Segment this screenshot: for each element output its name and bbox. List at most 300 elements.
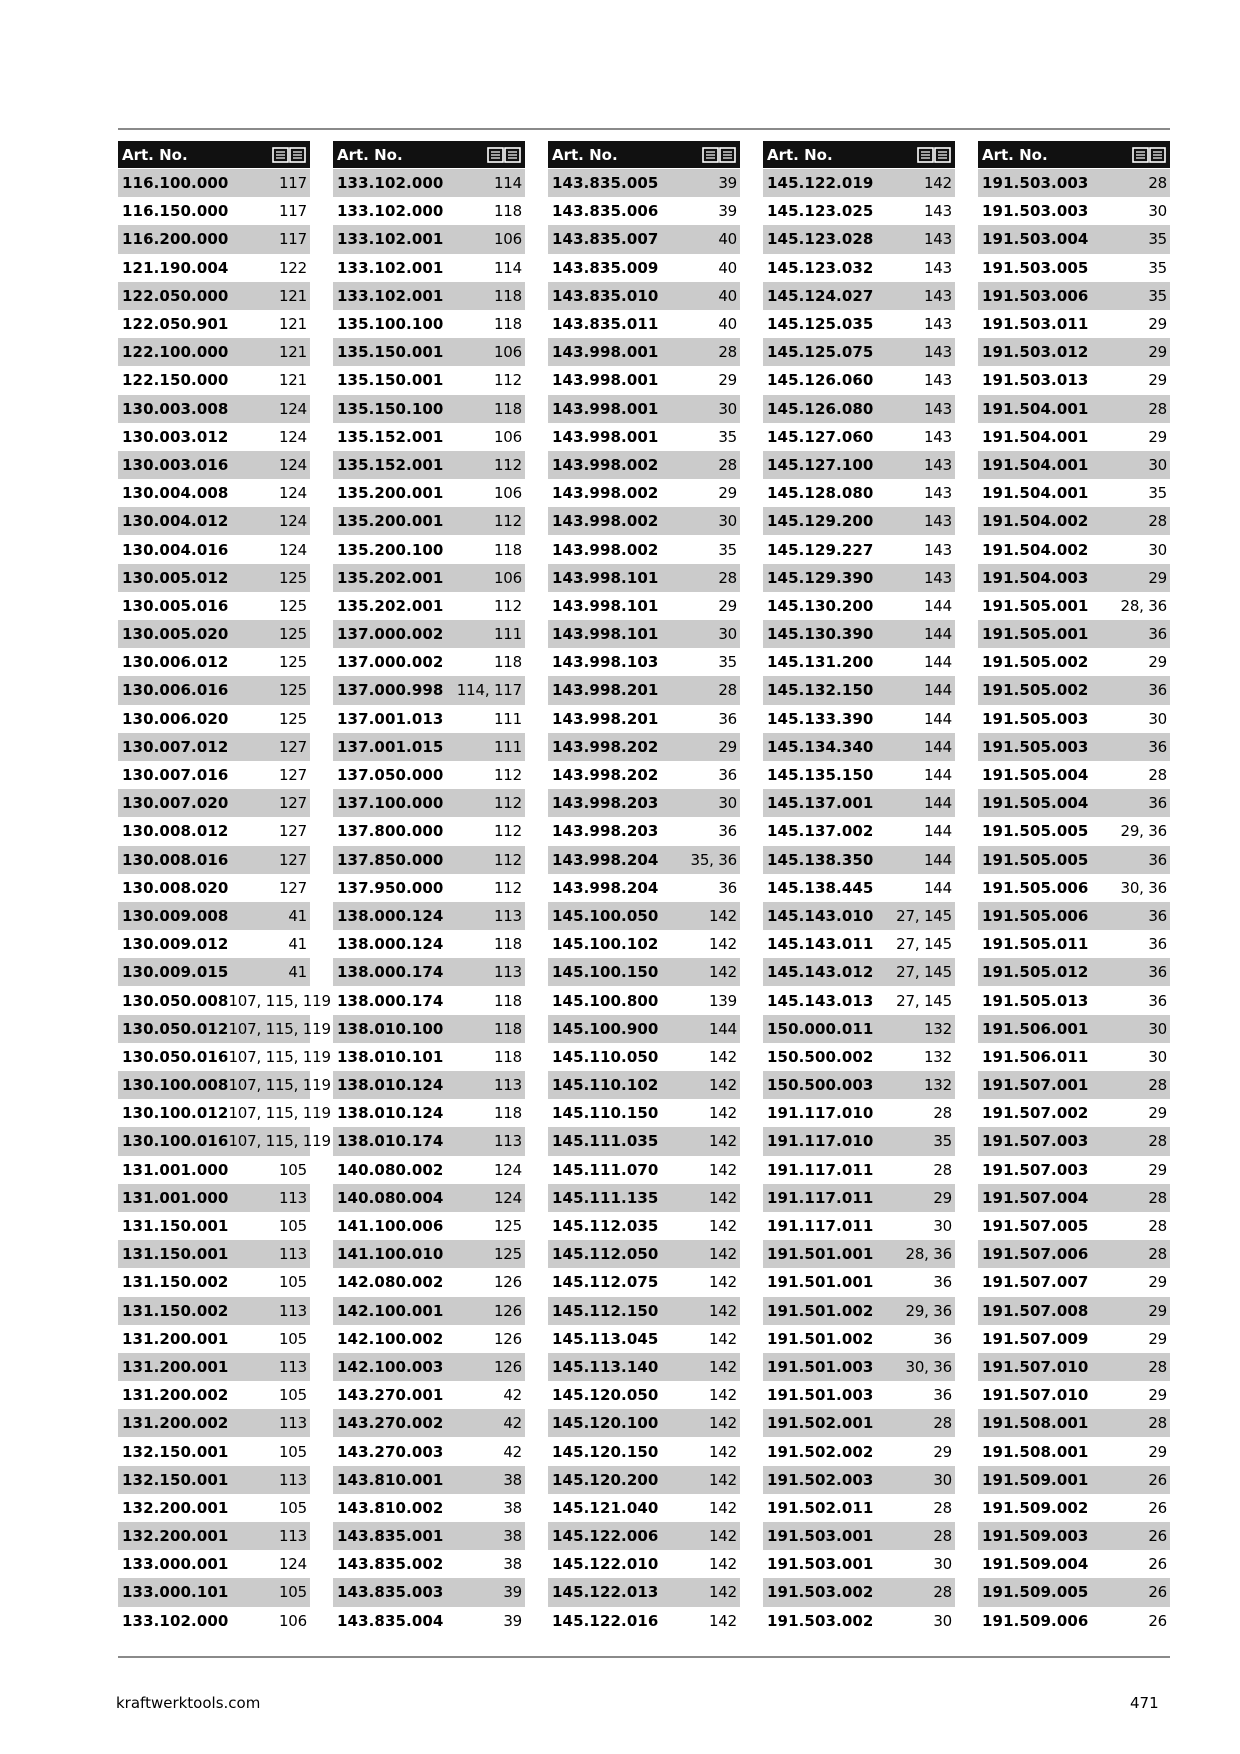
table-row bbox=[763, 1043, 955, 1071]
page-reference: 142 bbox=[708, 1527, 737, 1546]
page-reference: 114 bbox=[493, 258, 522, 277]
table-row bbox=[118, 225, 310, 253]
bottom-rule bbox=[118, 1656, 1170, 1658]
table-row bbox=[978, 1297, 1170, 1325]
article-number: 143.810.002 bbox=[337, 1498, 444, 1517]
article-number: 145.112.150 bbox=[552, 1301, 659, 1320]
table-row bbox=[333, 197, 525, 225]
article-number: 130.003.016 bbox=[122, 455, 229, 474]
article-number: 191.505.006 bbox=[982, 878, 1089, 897]
page-reference: 142 bbox=[708, 1047, 737, 1066]
table-row bbox=[118, 789, 310, 817]
page-reference: 106 bbox=[493, 568, 522, 587]
article-number: 143.998.203 bbox=[552, 822, 659, 841]
table-row bbox=[548, 225, 740, 253]
article-number: 191.503.002 bbox=[767, 1611, 874, 1630]
page-reference: 28 bbox=[1148, 1245, 1167, 1264]
article-number: 150.500.003 bbox=[767, 1076, 874, 1095]
page-reference: 143 bbox=[923, 484, 952, 503]
page-reference: 144 bbox=[923, 596, 952, 615]
table-row bbox=[978, 1466, 1170, 1494]
article-number: 145.122.010 bbox=[552, 1555, 659, 1574]
table-row bbox=[333, 902, 525, 930]
table-row bbox=[548, 1381, 740, 1409]
table-row bbox=[763, 1494, 955, 1522]
page-reference: 26 bbox=[1148, 1498, 1167, 1517]
index-column-2 bbox=[333, 141, 525, 1635]
page-reference: 39 bbox=[718, 202, 737, 221]
article-number: 143.835.009 bbox=[552, 258, 659, 277]
table-row bbox=[118, 1268, 310, 1296]
article-number: 130.007.012 bbox=[122, 737, 229, 756]
table-row bbox=[333, 1268, 525, 1296]
article-number: 191.501.002 bbox=[767, 1329, 874, 1348]
table-row bbox=[548, 1325, 740, 1353]
column-header-label: Art. No. bbox=[767, 145, 833, 164]
article-number: 137.000.002 bbox=[337, 625, 444, 644]
article-number: 130.100.016 bbox=[122, 1132, 229, 1151]
article-number: 130.007.016 bbox=[122, 766, 229, 785]
table-row bbox=[118, 1297, 310, 1325]
table-row bbox=[333, 1212, 525, 1240]
article-number: 191.506.001 bbox=[982, 1019, 1089, 1038]
article-number: 130.008.012 bbox=[122, 822, 229, 841]
table-row bbox=[118, 1099, 331, 1127]
page-reference: 143 bbox=[923, 540, 952, 559]
table-row bbox=[763, 986, 955, 1014]
table-row bbox=[763, 930, 955, 958]
page-reference: 132 bbox=[923, 1076, 952, 1095]
article-number: 191.507.003 bbox=[982, 1132, 1089, 1151]
page-reference: 29 bbox=[933, 1188, 952, 1207]
table-row bbox=[978, 1522, 1170, 1550]
table-row bbox=[333, 451, 525, 479]
article-number: 143.835.004 bbox=[337, 1611, 444, 1630]
page-reference: 142 bbox=[708, 1583, 737, 1602]
table-row bbox=[333, 282, 525, 310]
article-number: 145.113.140 bbox=[552, 1357, 659, 1376]
table-row bbox=[548, 254, 740, 282]
table-row bbox=[118, 1409, 310, 1437]
page-reference: 28 bbox=[1148, 1076, 1167, 1095]
page-reference: 124 bbox=[493, 1160, 522, 1179]
table-row bbox=[548, 1212, 740, 1240]
article-number: 145.126.060 bbox=[767, 371, 874, 390]
table-row bbox=[118, 310, 310, 338]
table-row bbox=[978, 1156, 1170, 1184]
table-row bbox=[548, 1409, 740, 1437]
page-reference: 142 bbox=[708, 1414, 737, 1433]
table-row bbox=[333, 1127, 525, 1155]
article-number: 130.008.020 bbox=[122, 878, 229, 897]
table-row bbox=[118, 1466, 310, 1494]
table-row bbox=[978, 846, 1170, 874]
table-row bbox=[978, 423, 1170, 451]
table-row bbox=[763, 1184, 955, 1212]
article-number: 133.102.001 bbox=[337, 286, 444, 305]
column-header bbox=[333, 141, 525, 168]
book-icon bbox=[1132, 147, 1166, 163]
table-row bbox=[763, 338, 955, 366]
page-reference: 27, 145 bbox=[896, 935, 952, 954]
article-number: 143.835.005 bbox=[552, 174, 659, 193]
page-reference: 38 bbox=[503, 1470, 522, 1489]
article-number: 143.270.002 bbox=[337, 1414, 444, 1433]
article-number: 116.200.000 bbox=[122, 230, 229, 249]
article-number: 145.127.060 bbox=[767, 427, 874, 446]
article-number: 145.137.001 bbox=[767, 794, 874, 813]
table-row bbox=[978, 1212, 1170, 1240]
article-number: 191.501.002 bbox=[767, 1301, 874, 1320]
article-number: 145.100.150 bbox=[552, 963, 659, 982]
article-number: 130.006.016 bbox=[122, 681, 229, 700]
article-number: 130.009.008 bbox=[122, 906, 229, 925]
table-row bbox=[118, 1353, 310, 1381]
page-reference: 29 bbox=[933, 1442, 952, 1461]
table-row bbox=[763, 648, 955, 676]
table-row bbox=[978, 197, 1170, 225]
article-number: 143.998.001 bbox=[552, 343, 659, 362]
article-number: 135.202.001 bbox=[337, 568, 444, 587]
table-row bbox=[763, 705, 955, 733]
table-row bbox=[118, 1071, 331, 1099]
page-reference: 113 bbox=[278, 1245, 307, 1264]
table-row bbox=[118, 338, 310, 366]
page-reference: 118 bbox=[493, 286, 522, 305]
page-reference: 28 bbox=[933, 1414, 952, 1433]
page-reference: 29 bbox=[1148, 1329, 1167, 1348]
article-number: 135.150.001 bbox=[337, 371, 444, 390]
page-reference: 29, 36 bbox=[905, 1301, 952, 1320]
article-number: 135.150.100 bbox=[337, 399, 444, 418]
article-number: 191.507.002 bbox=[982, 1104, 1089, 1123]
table-row bbox=[333, 564, 525, 592]
table-row bbox=[978, 451, 1170, 479]
article-number: 191.509.006 bbox=[982, 1611, 1089, 1630]
table-row bbox=[548, 1578, 740, 1606]
page-reference: 28 bbox=[933, 1527, 952, 1546]
article-number: 135.200.001 bbox=[337, 484, 444, 503]
table-row bbox=[548, 648, 740, 676]
table-row bbox=[763, 1127, 955, 1155]
table-row bbox=[333, 958, 525, 986]
page-reference: 118 bbox=[493, 653, 522, 672]
article-number: 116.100.000 bbox=[122, 174, 229, 193]
table-row bbox=[548, 1494, 740, 1522]
table-row bbox=[548, 1015, 740, 1043]
page-reference: 36 bbox=[1148, 737, 1167, 756]
article-number: 191.505.004 bbox=[982, 766, 1089, 785]
article-number: 191.504.003 bbox=[982, 568, 1089, 587]
article-number: 133.102.000 bbox=[337, 202, 444, 221]
column-header-label: Art. No. bbox=[982, 145, 1048, 164]
article-number: 143.998.204 bbox=[552, 850, 659, 869]
table-row bbox=[763, 1381, 955, 1409]
article-number: 130.050.008 bbox=[122, 991, 229, 1010]
table-row bbox=[548, 395, 740, 423]
table-row bbox=[118, 1212, 310, 1240]
article-number: 142.080.002 bbox=[337, 1273, 444, 1292]
page-reference: 124 bbox=[278, 1555, 307, 1574]
table-row bbox=[333, 423, 525, 451]
article-number: 137.001.015 bbox=[337, 737, 444, 756]
page-reference: 113 bbox=[278, 1527, 307, 1546]
article-number: 138.000.174 bbox=[337, 991, 444, 1010]
table-row bbox=[548, 676, 740, 704]
table-row bbox=[978, 705, 1170, 733]
article-number: 145.123.032 bbox=[767, 258, 874, 277]
article-number: 191.505.003 bbox=[982, 737, 1089, 756]
article-number: 131.001.000 bbox=[122, 1160, 229, 1179]
page-reference: 28 bbox=[933, 1104, 952, 1123]
article-number: 132.150.001 bbox=[122, 1470, 229, 1489]
table-row bbox=[763, 1578, 955, 1606]
article-number: 143.998.101 bbox=[552, 568, 659, 587]
page-reference: 112 bbox=[493, 822, 522, 841]
page-reference: 106 bbox=[493, 484, 522, 503]
table-row bbox=[763, 1325, 955, 1353]
article-number: 132.150.001 bbox=[122, 1442, 229, 1461]
page-reference: 127 bbox=[278, 737, 307, 756]
article-number: 130.050.016 bbox=[122, 1047, 229, 1066]
page-reference: 142 bbox=[708, 1273, 737, 1292]
page-reference: 143 bbox=[923, 315, 952, 334]
article-number: 132.200.001 bbox=[122, 1498, 229, 1517]
page-reference: 144 bbox=[923, 850, 952, 869]
table-row bbox=[978, 874, 1170, 902]
article-number: 130.004.016 bbox=[122, 540, 229, 559]
article-number: 145.100.800 bbox=[552, 991, 659, 1010]
page-reference: 107, 115, 119 bbox=[228, 1076, 331, 1095]
article-number: 191.507.005 bbox=[982, 1217, 1089, 1236]
article-number: 145.124.027 bbox=[767, 286, 874, 305]
page-reference: 35 bbox=[1148, 258, 1167, 277]
table-row bbox=[118, 648, 310, 676]
page-reference: 30, 36 bbox=[905, 1357, 952, 1376]
article-number: 145.113.045 bbox=[552, 1329, 659, 1348]
page-reference: 28 bbox=[718, 681, 737, 700]
article-number: 131.150.002 bbox=[122, 1273, 229, 1292]
table-row bbox=[763, 197, 955, 225]
page-reference: 28 bbox=[1148, 512, 1167, 531]
page-reference: 142 bbox=[708, 1188, 737, 1207]
table-row bbox=[118, 1494, 310, 1522]
article-number: 137.000.002 bbox=[337, 653, 444, 672]
article-number: 145.138.350 bbox=[767, 850, 874, 869]
table-row bbox=[333, 761, 525, 789]
page-reference: 30 bbox=[1148, 1047, 1167, 1066]
article-number: 143.998.001 bbox=[552, 399, 659, 418]
page-reference: 143 bbox=[923, 371, 952, 390]
page-reference: 35 bbox=[718, 427, 737, 446]
table-row bbox=[333, 930, 525, 958]
table-row bbox=[763, 817, 955, 845]
page-reference: 29 bbox=[718, 484, 737, 503]
page-reference: 113 bbox=[493, 1132, 522, 1151]
page-reference: 111 bbox=[493, 625, 522, 644]
page-reference: 125 bbox=[278, 653, 307, 672]
page-reference: 124 bbox=[278, 484, 307, 503]
table-row bbox=[978, 1353, 1170, 1381]
page-reference: 29 bbox=[1148, 1160, 1167, 1179]
article-number: 191.507.003 bbox=[982, 1160, 1089, 1179]
page-reference: 127 bbox=[278, 794, 307, 813]
page-reference: 126 bbox=[493, 1273, 522, 1292]
table-row bbox=[118, 986, 331, 1014]
page-reference: 106 bbox=[493, 230, 522, 249]
table-row bbox=[333, 1325, 525, 1353]
article-number: 145.138.445 bbox=[767, 878, 874, 897]
page-reference: 38 bbox=[503, 1527, 522, 1546]
table-row bbox=[763, 169, 955, 197]
page-reference: 113 bbox=[493, 906, 522, 925]
page-reference: 29 bbox=[1148, 568, 1167, 587]
table-row bbox=[333, 1466, 525, 1494]
article-number: 143.998.002 bbox=[552, 540, 659, 559]
article-number: 143.998.002 bbox=[552, 512, 659, 531]
table-row bbox=[548, 1043, 740, 1071]
page-reference: 124 bbox=[278, 399, 307, 418]
table-row bbox=[118, 705, 310, 733]
table-row bbox=[978, 1240, 1170, 1268]
table-row bbox=[763, 479, 955, 507]
table-row bbox=[333, 479, 525, 507]
page-reference: 105 bbox=[278, 1498, 307, 1517]
table-row bbox=[333, 1494, 525, 1522]
table-row bbox=[333, 1099, 525, 1127]
article-number: 143.810.001 bbox=[337, 1470, 444, 1489]
page-reference: 112 bbox=[493, 878, 522, 897]
table-row bbox=[978, 761, 1170, 789]
table-row bbox=[118, 733, 310, 761]
page-reference: 127 bbox=[278, 766, 307, 785]
table-row bbox=[548, 338, 740, 366]
article-number: 143.998.103 bbox=[552, 653, 659, 672]
article-number: 145.112.050 bbox=[552, 1245, 659, 1264]
article-number: 191.503.003 bbox=[982, 202, 1089, 221]
page-reference: 29 bbox=[1148, 1442, 1167, 1461]
page-reference: 36 bbox=[1148, 991, 1167, 1010]
article-number: 145.135.150 bbox=[767, 766, 874, 785]
table-row bbox=[978, 395, 1170, 423]
article-number: 191.503.013 bbox=[982, 371, 1089, 390]
page-reference: 36 bbox=[933, 1386, 952, 1405]
article-number: 130.100.008 bbox=[122, 1076, 229, 1095]
article-number: 191.505.005 bbox=[982, 850, 1089, 869]
article-number: 142.100.002 bbox=[337, 1329, 444, 1348]
page-reference: 36 bbox=[1148, 850, 1167, 869]
article-number: 191.502.002 bbox=[767, 1442, 874, 1461]
page-reference: 28 bbox=[1148, 174, 1167, 193]
article-number: 143.835.007 bbox=[552, 230, 659, 249]
page-reference: 142 bbox=[708, 1104, 737, 1123]
article-number: 191.502.001 bbox=[767, 1414, 874, 1433]
table-row bbox=[333, 986, 525, 1014]
page-reference: 40 bbox=[718, 315, 737, 334]
table-row bbox=[978, 1184, 1170, 1212]
article-number: 143.270.001 bbox=[337, 1386, 444, 1405]
article-number: 191.117.010 bbox=[767, 1132, 874, 1151]
table-row bbox=[333, 395, 525, 423]
page-reference: 121 bbox=[278, 371, 307, 390]
page-reference: 35 bbox=[1148, 230, 1167, 249]
table-row bbox=[978, 930, 1170, 958]
article-number: 130.005.012 bbox=[122, 568, 229, 587]
page-reference: 113 bbox=[493, 1076, 522, 1095]
page-reference: 126 bbox=[493, 1357, 522, 1376]
article-number: 191.503.012 bbox=[982, 343, 1089, 362]
table-row bbox=[548, 958, 740, 986]
article-number: 143.835.001 bbox=[337, 1527, 444, 1546]
page-reference: 142 bbox=[708, 1470, 737, 1489]
page-reference: 107, 115, 119 bbox=[228, 1019, 331, 1038]
article-number: 130.003.008 bbox=[122, 399, 229, 418]
article-number: 138.010.174 bbox=[337, 1132, 444, 1151]
table-row bbox=[763, 423, 955, 451]
page-reference: 112 bbox=[493, 455, 522, 474]
table-row bbox=[548, 620, 740, 648]
article-number: 145.120.150 bbox=[552, 1442, 659, 1461]
footer-website: kraftwerktools.com bbox=[116, 1694, 261, 1712]
article-number: 138.010.124 bbox=[337, 1104, 444, 1123]
table-row bbox=[548, 902, 740, 930]
table-row bbox=[548, 733, 740, 761]
page-reference: 26 bbox=[1148, 1470, 1167, 1489]
article-number: 130.009.015 bbox=[122, 963, 229, 982]
table-row bbox=[763, 733, 955, 761]
page-reference: 142 bbox=[708, 1160, 737, 1179]
table-row bbox=[548, 1607, 740, 1635]
table-row bbox=[548, 564, 740, 592]
table-row bbox=[548, 1240, 740, 1268]
article-number: 138.010.124 bbox=[337, 1076, 444, 1095]
article-number: 145.123.028 bbox=[767, 230, 874, 249]
page-reference: 117 bbox=[278, 174, 307, 193]
table-row bbox=[333, 1409, 525, 1437]
page-reference: 112 bbox=[493, 596, 522, 615]
table-row bbox=[763, 1240, 955, 1268]
table-row bbox=[118, 1015, 331, 1043]
page-reference: 29 bbox=[718, 371, 737, 390]
page-reference: 144 bbox=[923, 878, 952, 897]
table-row bbox=[333, 676, 525, 704]
page-reference: 142 bbox=[708, 1386, 737, 1405]
column-header bbox=[763, 141, 955, 168]
article-number: 131.200.001 bbox=[122, 1329, 229, 1348]
article-number: 145.132.150 bbox=[767, 681, 874, 700]
page-reference: 30 bbox=[1148, 1019, 1167, 1038]
table-row bbox=[548, 986, 740, 1014]
page-reference: 39 bbox=[503, 1583, 522, 1602]
article-number: 145.122.016 bbox=[552, 1611, 659, 1630]
page-reference: 121 bbox=[278, 286, 307, 305]
page-reference: 121 bbox=[278, 343, 307, 362]
page-reference: 28 bbox=[1148, 1357, 1167, 1376]
article-number: 145.129.227 bbox=[767, 540, 874, 559]
table-row bbox=[763, 225, 955, 253]
table-row bbox=[978, 1043, 1170, 1071]
table-row bbox=[333, 1550, 525, 1578]
page-reference: 118 bbox=[493, 1047, 522, 1066]
article-number: 145.121.040 bbox=[552, 1498, 659, 1517]
page-reference: 30 bbox=[933, 1555, 952, 1574]
article-number: 138.010.101 bbox=[337, 1047, 444, 1066]
page-reference: 29 bbox=[1148, 1273, 1167, 1292]
table-row bbox=[978, 1099, 1170, 1127]
page-reference: 124 bbox=[493, 1188, 522, 1207]
table-row bbox=[548, 592, 740, 620]
page-reference: 143 bbox=[923, 512, 952, 531]
